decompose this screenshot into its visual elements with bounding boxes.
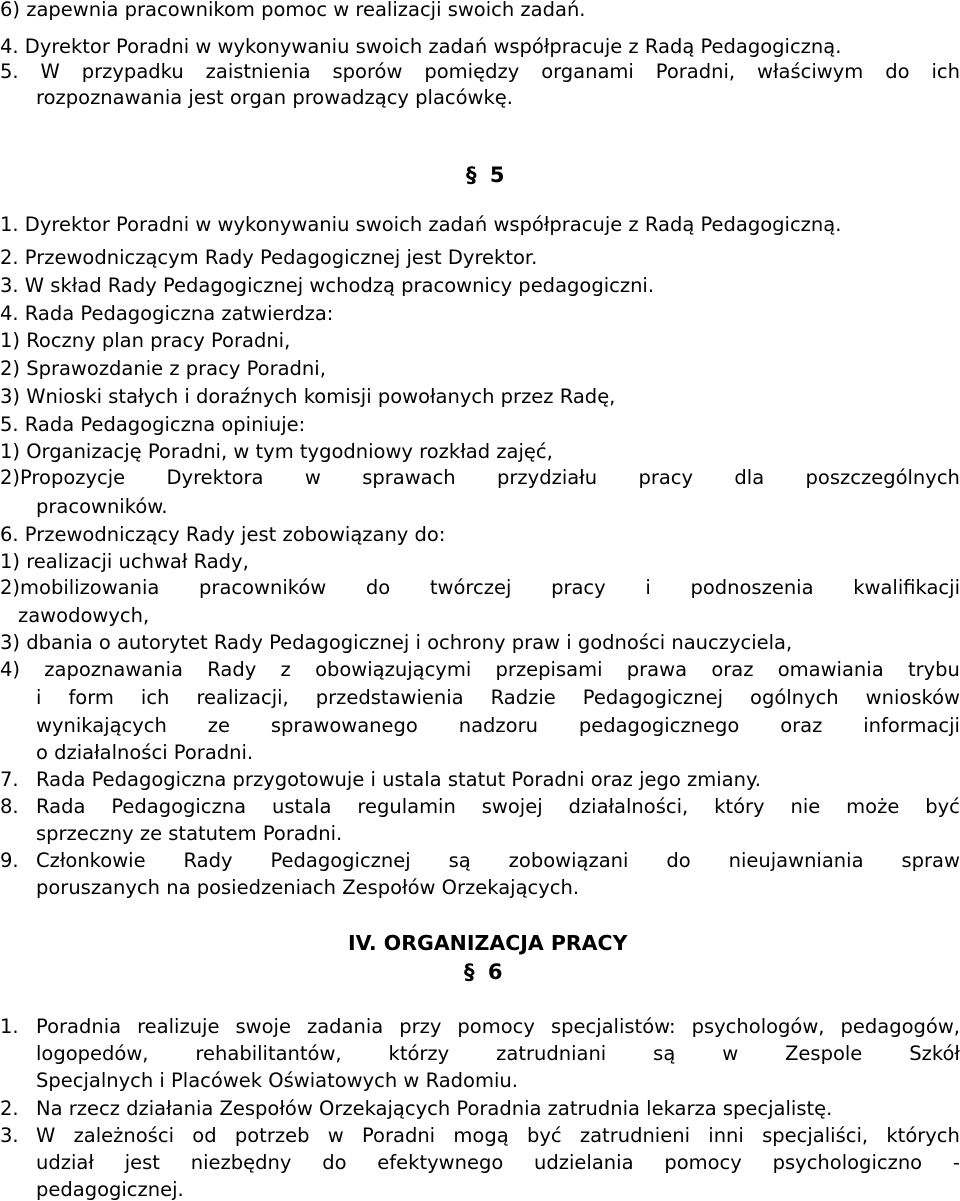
word: ustala <box>271 795 332 818</box>
text-line: zawodowych, <box>18 604 150 627</box>
word: przypadku <box>81 60 184 83</box>
word: udzielania <box>534 1151 634 1174</box>
word: w <box>327 1124 344 1147</box>
section-heading <box>466 165 504 186</box>
word: zaistnienia <box>205 60 311 83</box>
text-line-justified <box>36 716 960 736</box>
word: realizacji, <box>196 686 289 709</box>
text-line: o działalności Poradni. <box>36 741 254 764</box>
word: Dyrektora <box>166 466 264 489</box>
text-line: 3) Wnioski stałych i doraźnych komisji powołanych przez Radę, <box>0 385 616 408</box>
word: oraz <box>711 658 754 681</box>
word: informacji <box>863 714 960 737</box>
word: Poradni <box>361 1124 436 1147</box>
section-sign: § <box>464 960 475 984</box>
text-line: 1) Roczny plan pracy Poradni, <box>0 329 291 352</box>
word: przedstawienia <box>315 686 464 709</box>
word: przy <box>399 1015 442 1038</box>
word: swoje <box>235 1015 291 1038</box>
text-line: 3. W skład Rady Pedagogicznej wchodzą pracownicy pedagogiczni. <box>0 274 655 297</box>
text-line-justified <box>36 1017 960 1037</box>
text-line: poruszanych na posiedzeniach Zespołów Orzekających. <box>36 876 580 899</box>
word: w <box>722 1042 739 1065</box>
word: efektywnego <box>377 1151 504 1174</box>
word: Rady <box>183 849 233 872</box>
word: 5. <box>0 60 19 83</box>
word: może <box>846 795 900 818</box>
word: form <box>68 686 114 709</box>
word: pracy <box>638 466 694 489</box>
text-line-justified <box>0 468 960 488</box>
word: Radzie <box>490 686 556 709</box>
text-line: 1) Organizację Poradni, w tym tygodniowy rozkład zajęć, <box>0 440 553 463</box>
text-line: 2) Sprawozdanie z pracy Poradni, <box>0 357 326 380</box>
word: psychologów, <box>691 1015 825 1038</box>
word: psychologiczno <box>772 1151 923 1174</box>
word: zależności <box>73 1124 174 1147</box>
word: pomocy <box>457 1015 535 1038</box>
word: sporów <box>332 60 403 83</box>
text-line: Rada Pedagogiczna przygotowuje i ustala statut Poradni oraz jego zmiany. <box>36 768 761 791</box>
word: 4) <box>0 658 21 681</box>
chapter-title: IV. ORGANIZACJA PRACY <box>348 931 628 955</box>
word: ze <box>207 714 230 737</box>
word: przepisami <box>495 658 603 681</box>
word: ich <box>140 686 170 709</box>
word: W <box>40 60 60 83</box>
section-number: 5 <box>489 163 505 187</box>
word: Zespole <box>785 1042 863 1065</box>
text-line: 1) realizacji uchwał Rady, <box>0 550 249 573</box>
word: właściwym <box>757 60 864 83</box>
word: - <box>952 1151 960 1174</box>
text-line: 1. Dyrektor Poradni w wykonywaniu swoich zadań współpracuje z Radą Pedagogiczną. <box>0 213 842 236</box>
word: pomocy <box>664 1151 742 1174</box>
word: spraw <box>901 849 960 872</box>
text-line-justified <box>36 797 960 817</box>
word: sprawach <box>362 466 456 489</box>
word: do <box>322 1151 347 1174</box>
word: omawiania <box>777 658 884 681</box>
text-line-justified <box>36 1153 960 1173</box>
word: i <box>36 686 42 709</box>
word: regulamin <box>357 795 456 818</box>
text-line: 6. Przewodniczący Rady jest zobowiązany do: <box>0 523 446 546</box>
word: oraz <box>780 714 823 737</box>
word: Pedagogiczna <box>111 795 247 818</box>
word: zatrudniani <box>496 1042 607 1065</box>
list-number: 8. <box>0 795 19 818</box>
list-number: 3. <box>0 1124 19 1147</box>
word: mogą <box>453 1124 509 1147</box>
word: 2)Propozycje <box>0 466 126 489</box>
word: rehabilitantów, <box>195 1042 342 1065</box>
word: zatrudnieni <box>579 1124 690 1147</box>
word: Rady <box>207 658 257 681</box>
word: Pedagogicznej <box>270 849 411 872</box>
text-line: 4. Rada Pedagogiczna zatwierdza: <box>0 302 334 325</box>
word: są <box>448 849 471 872</box>
text-line-justified <box>0 62 960 82</box>
text-line: pracowników. <box>36 495 168 518</box>
word: nadzoru <box>458 714 538 737</box>
word: niezbędny <box>190 1151 292 1174</box>
word: i <box>645 576 651 599</box>
word: nieujawniania <box>728 849 864 872</box>
word: pomiędzy <box>424 60 520 83</box>
text-line: pedagogicznej. <box>36 1178 184 1201</box>
word: który <box>714 795 765 818</box>
word: zadania <box>306 1015 384 1038</box>
word: potrzeb <box>234 1124 310 1147</box>
word: pedagogów, <box>840 1015 960 1038</box>
word: organami <box>541 60 634 83</box>
word: ich <box>931 60 960 83</box>
word: obowiązującymi <box>315 658 472 681</box>
word: udział <box>36 1151 94 1174</box>
text-line: Specjalnych i Placówek Oświatowych w Radomiu. <box>36 1069 518 1092</box>
text-line: 6) zapewnia pracownikom pomoc w realizacji swoich zadań. <box>0 0 586 21</box>
word: sprawowanego <box>270 714 418 737</box>
list-number: 1. <box>0 1015 19 1038</box>
word: realizuje <box>137 1015 220 1038</box>
word: ogólnych <box>750 686 839 709</box>
list-number: 2. <box>0 1097 19 1120</box>
text-line-justified <box>0 660 960 680</box>
section-number: 6 <box>487 960 503 984</box>
word: z <box>280 658 291 681</box>
word: specjalistów: <box>550 1015 676 1038</box>
text-line-justified <box>36 688 960 708</box>
word: inni <box>708 1124 744 1147</box>
word: którzy <box>388 1042 450 1065</box>
word: logopedów, <box>36 1042 149 1065</box>
word: Rada <box>36 795 86 818</box>
word: pracowników <box>199 576 327 599</box>
word: w <box>304 466 321 489</box>
text-line-justified <box>36 1044 960 1064</box>
list-number: 9. <box>0 849 19 872</box>
word: do <box>885 60 910 83</box>
word: swojej <box>481 795 543 818</box>
text-line: Na rzecz działania Zespołów Orzekających Poradnia zatrudnia lekarza specjalistę. <box>36 1097 833 1120</box>
word: poszczególnych <box>805 466 960 489</box>
word: jest <box>124 1151 160 1174</box>
word: trybu <box>907 658 960 681</box>
word: Poradni, <box>655 60 736 83</box>
section-sign: § <box>466 163 477 187</box>
list-number: 7. <box>0 768 19 791</box>
word: W <box>36 1124 56 1147</box>
text-line: 4. Dyrektor Poradni w wykonywaniu swoich zadań współpracuje z Radą Pedagogiczną. <box>0 35 842 58</box>
word: nie <box>790 795 821 818</box>
word: Członkowie <box>36 849 146 872</box>
word: Poradnia <box>36 1015 122 1038</box>
word: dla <box>734 466 765 489</box>
word: zobowiązani <box>508 849 629 872</box>
text-line-justified <box>36 1126 960 1146</box>
section-heading <box>464 962 502 983</box>
word: specjaliści, <box>762 1124 869 1147</box>
word: kwalifikacji <box>853 576 960 599</box>
text-line: 3) dbania o autorytet Rady Pedagogicznej i ochrony praw i godności nauczyciela, <box>0 631 793 654</box>
text-line: 2. Przewodniczącym Rady Pedagogicznej jest Dyrektor. <box>0 246 538 269</box>
word: 2)mobilizowania <box>0 576 160 599</box>
text-line: rozpoznawania jest organ prowadzący placówkę. <box>36 86 513 109</box>
word: wniosków <box>865 686 960 709</box>
word: twórczej <box>429 576 512 599</box>
word: działalności, <box>568 795 689 818</box>
word: od <box>192 1124 217 1147</box>
word: pracy <box>551 576 606 599</box>
text-line: 5. Rada Pedagogiczna opiniuje: <box>0 413 306 436</box>
word: do <box>666 849 691 872</box>
word: być <box>925 795 960 818</box>
word: do <box>365 576 391 599</box>
word: Szkół <box>909 1042 960 1065</box>
word: są <box>653 1042 676 1065</box>
word: być <box>526 1124 562 1147</box>
word: pedagogicznego <box>578 714 740 737</box>
word: przydziału <box>497 466 598 489</box>
word: wynikających <box>36 714 167 737</box>
word: Pedagogicznej <box>582 686 723 709</box>
text-line: sprzeczny ze statutem Poradni. <box>36 822 343 845</box>
text-line-justified <box>0 578 960 598</box>
word: zapoznawania <box>44 658 183 681</box>
word: których <box>886 1124 960 1147</box>
word: prawa <box>626 658 688 681</box>
word: podnoszenia <box>690 576 814 599</box>
text-line-justified <box>36 851 960 871</box>
